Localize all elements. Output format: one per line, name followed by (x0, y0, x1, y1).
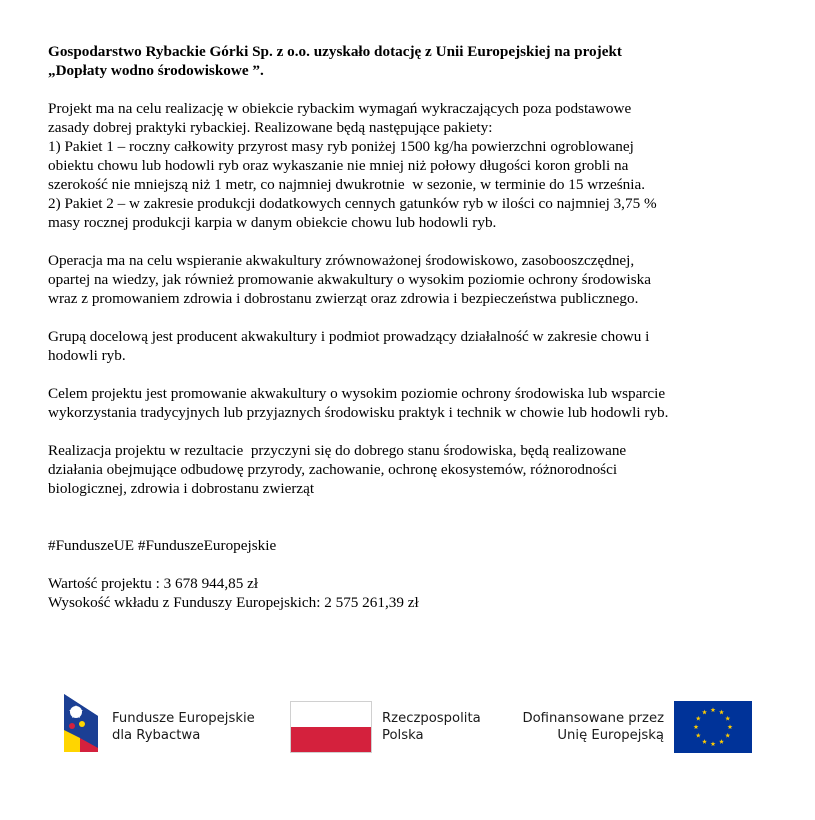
text-line: 2) Pakiet 2 – w zakresie produkcji dodatkowych cennych gatunków ryb w ilości co najmniej 3,75 % (48, 195, 657, 212)
logo-strip (0, 690, 815, 760)
eu-star-icon (696, 733, 701, 738)
fe-logo-text (112, 710, 255, 744)
eu-logo-text (516, 710, 664, 744)
paragraph-operation (48, 251, 788, 308)
title-line: Gospodarstwo Rybackie Górki Sp. z o.o. uzyskało dotację z Unii Europejskiej na projekt (48, 43, 622, 60)
text-line: hodowli ryb. (48, 347, 126, 364)
text-line: obiektu chowu lub hodowli ryb oraz wykaszanie nie mniej niż połowy długości koron grobli na (48, 157, 629, 174)
eu-star-icon (725, 733, 730, 738)
hashtags: #FunduszeUE #FunduszeEuropejskie (48, 537, 277, 554)
eu-star-icon (711, 741, 716, 746)
polish-flag-icon (290, 701, 372, 753)
text-line: Projekt ma na celu realizację w obiekcie rybackim wymagań wykraczających poza podstawowe (48, 100, 632, 117)
document-body (48, 42, 788, 612)
eu-logo (514, 701, 754, 753)
paragraph-result (48, 441, 788, 498)
text-line: 1) Pakiet 1 – roczny całkowity przyrost masy ryb poniżej 1500 kg/ha powierzchni ogroblowanej (48, 138, 634, 155)
fe-line2: dla Rybactwa (112, 728, 201, 743)
fundusze-europejskie-logo (62, 690, 272, 760)
eu-star-icon (696, 716, 701, 721)
paragraph-target-group (48, 327, 788, 365)
eu-line1: Dofinansowane przez (522, 711, 664, 726)
text-line: masy rocznej produkcji karpia w danym obiekcie chowu lub hodowli ryb. (48, 214, 497, 231)
text-line: wykorzystania tradycyjnych lub przyjaznych środowisku praktyk i technik w chowie lub hodowli ryb. (48, 404, 669, 421)
fe-emblem-icon (62, 690, 106, 756)
text-line: wraz z promowaniem zdrowia i dobrostanu zwierząt oraz zdrowia i bezpieczeństwa publicznego. (48, 290, 639, 307)
text-line: Operacja ma na celu wspieranie akwakultury zrównoważonej środowiskowo, zasobooszczędnej, (48, 252, 635, 269)
text-line: zasady dobrej praktyki rybackiej. Realizowane będą następujące pakiety: (48, 119, 493, 136)
text-line: Realizacja projektu w rezultacie przyczyni się do dobrego stanu środowiska, będą realizowane (48, 442, 627, 459)
text-line: opartej na wiedzy, jak również promowanie akwakultury o wysokim poziomie ochrony środowiska (48, 271, 651, 288)
paragraph-packages (48, 99, 788, 232)
eu-star-icon (725, 716, 730, 721)
eu-star-icon (719, 710, 724, 715)
eu-star-icon (728, 724, 733, 729)
eu-flag-icon (674, 701, 752, 753)
project-value: Wartość projektu : 3 678 944,85 zł (48, 575, 259, 592)
pl-line1: Rzeczpospolita (382, 711, 481, 726)
paragraph-goal (48, 384, 788, 422)
text-line: działania obejmujące odbudowę przyrody, zachowanie, ochronę ekosystemów, różnorodności (48, 461, 618, 478)
pl-line2: Polska (382, 728, 424, 743)
eu-star-icon (694, 724, 699, 729)
text-line: Grupą docelową jest producent akwakultury i podmiot prowadzący działalność w zakresie chowu i (48, 328, 650, 345)
document-title (48, 42, 788, 80)
text-line: biologicznej, zdrowia i dobrostanu zwierząt (48, 480, 315, 497)
eu-star-icon (702, 739, 707, 744)
fe-line1: Fundusze Europejskie (112, 711, 255, 726)
text-line: szerokość nie mniejszą niż 1 metr, co najmniej dwukrotnie w sezonie, w terminie do 15 września. (48, 176, 646, 193)
eu-line2: Unię Europejską (557, 728, 664, 743)
text-line: Celem projektu jest promowanie akwakultury o wysokim poziomie ochrony środowiska lub wsparcie (48, 385, 666, 402)
eu-contribution: Wysokość wkładu z Funduszy Europejskich: 2 575 261,39 zł (48, 594, 419, 611)
title-line: „Dopłaty wodno środowiskowe ”. (48, 62, 264, 79)
eu-star-icon (711, 707, 716, 712)
project-values (48, 574, 788, 612)
eu-star-icon (702, 710, 707, 715)
pl-logo-text (382, 710, 481, 744)
rzeczpospolita-logo (290, 701, 490, 746)
eu-star-icon (719, 739, 724, 744)
